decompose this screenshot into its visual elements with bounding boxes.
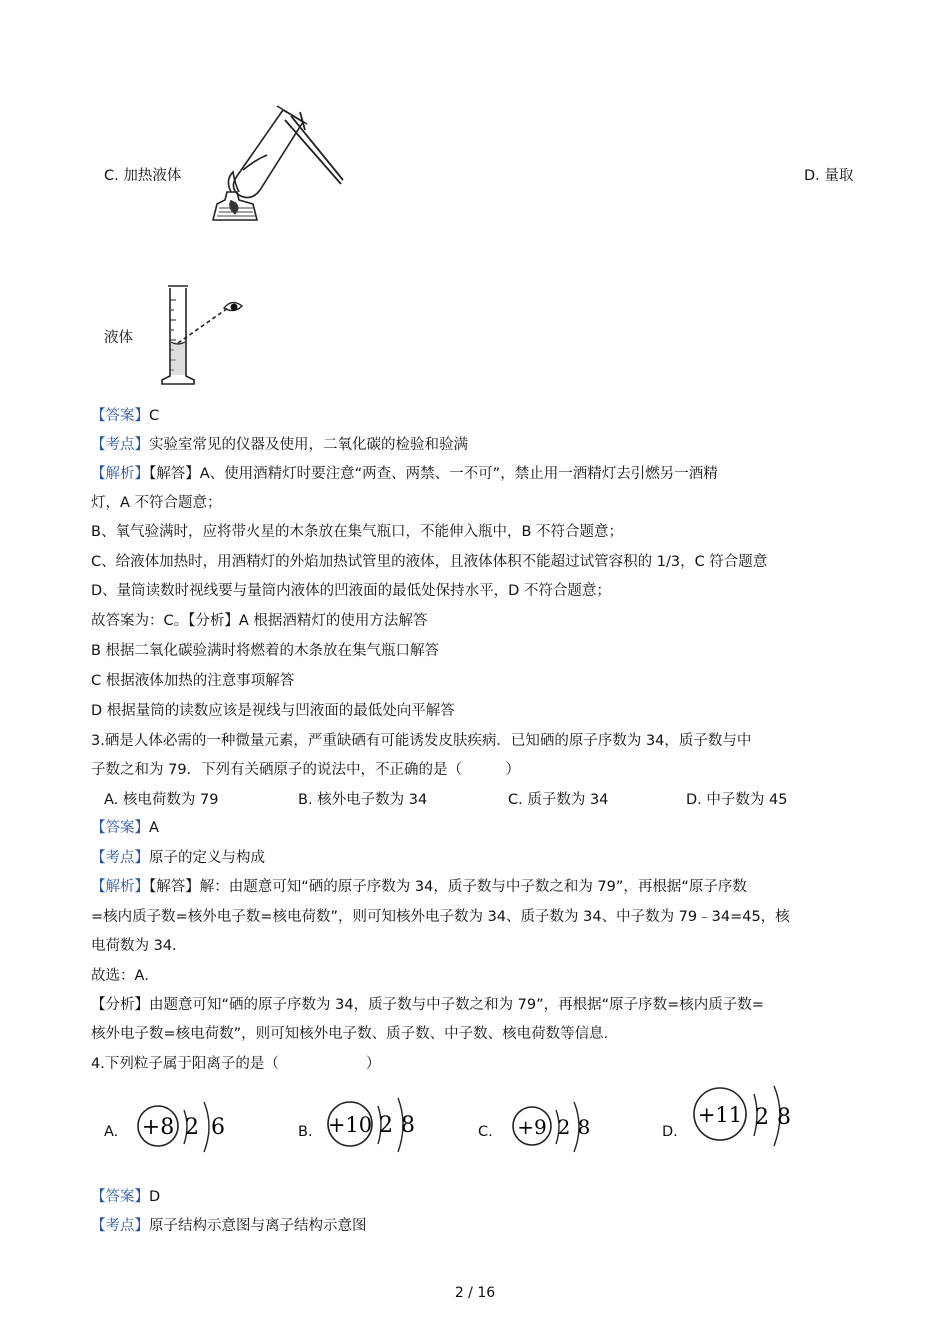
q4-option-b-label: B. xyxy=(298,1124,313,1140)
q3-analysis-line-2: 电荷数为 34． xyxy=(91,938,187,954)
q2-analysis-line-8: D 根据量筒的读数应该是视线与凹液面的最低处向平解答 xyxy=(91,703,455,719)
q4-topic: 【考点】原子结构示意图与离子结构示意图 xyxy=(91,1218,367,1234)
q2-topic: 【考点】实验室常见的仪器及使用，二氧化碳的检验和验满 xyxy=(91,437,468,453)
q3-option-c: C. 质子数为 34 xyxy=(508,792,609,808)
q4-option-d-label: D. xyxy=(662,1124,678,1140)
q3-option-d: D. 中子数为 45 xyxy=(686,792,788,808)
q2-analysis-line-4: D、量筒读数时视线要与量筒内液体的凹液面的最低处保持水平，D 不符合题意； xyxy=(91,583,611,599)
svg-text:8: 8 xyxy=(401,1113,415,1138)
q3-fenxi-line-0: 【分析】由题意可知“硒的原子序数为 34，质子数与中子数之和为 79”，再根据“原子序数=核内质子数= xyxy=(91,997,764,1013)
q3-option-a: A. 核电荷数为 79 xyxy=(104,792,219,808)
q2-analysis-line-7: C 根据液体加热的注意事项解答 xyxy=(91,673,295,689)
q3-fenxi-line-1: 核外电子数=核电荷数”，则可知核外电子数、质子数、中子数、核电荷数等信息． xyxy=(91,1026,619,1042)
q4-stem: 4.下列粒子属于阳离子的是（ ） xyxy=(91,1056,381,1072)
q2-analysis-line-5: 故答案为：C。【分析】A 根据酒精灯的使用方法解答 xyxy=(91,613,428,629)
svg-text:8: 8 xyxy=(577,1115,591,1139)
q3-analysis-line-1: =核内质子数=核外电子数=核电荷数”，则可知核外电子数为 34、质子数为 34、中子数为 79﹣34=45，核 xyxy=(91,909,790,925)
svg-text:2: 2 xyxy=(185,1115,199,1140)
svg-text:8: 8 xyxy=(777,1105,791,1130)
q3-analysis-line-0: 【解析】【解答】解：由题意可知“硒的原子序数为 34，质子数与中子数之和为 79”，再根据“原子序数 xyxy=(91,879,747,895)
q4-answer: 【答案】D xyxy=(91,1189,161,1205)
atom-structure-icon xyxy=(508,1100,598,1156)
option-d-continuation: 液体 xyxy=(104,330,133,346)
svg-text:+10: +10 xyxy=(327,1113,373,1137)
option-d-label: D. 量取 xyxy=(804,168,854,184)
svg-text:2: 2 xyxy=(557,1115,571,1139)
svg-text:+11: +11 xyxy=(697,1103,743,1127)
atom-structure-icon xyxy=(322,1096,422,1156)
page-number: 2 / 16 xyxy=(454,1285,496,1301)
q3-topic: 【考点】原子的定义与构成 xyxy=(91,850,265,866)
q3-answer: 【答案】A xyxy=(91,820,159,836)
svg-text:+9: +9 xyxy=(517,1115,547,1139)
svg-text:+8: +8 xyxy=(141,1115,175,1140)
q2-analysis-line-0: 【解析】【解答】A、使用酒精灯时要注意“两查、两禁、一不可”，禁止用一酒精灯去引燃另一酒精 xyxy=(91,466,718,482)
q2-answer: 【答案】C xyxy=(91,408,160,424)
q2-analysis-line-6: B 根据二氧化碳验满时将燃着的木条放在集气瓶口解答 xyxy=(91,643,440,659)
svg-text:2: 2 xyxy=(379,1113,393,1138)
test-tube-heating-icon xyxy=(205,100,350,230)
q3-analysis-line-3: 故选：A． xyxy=(91,968,159,984)
q4-option-c-label: C. xyxy=(478,1124,493,1140)
atom-structure-icon xyxy=(690,1084,800,1148)
q3-stem-1: 子数之和为 79．下列有关硒原子的说法中，不正确的是（ ） xyxy=(91,762,521,778)
q3-option-b: B. 核外电子数为 34 xyxy=(298,792,428,808)
option-c-label: C. 加热液体 xyxy=(104,168,182,184)
q2-analysis-line-1: 灯，A 不符合题意； xyxy=(91,495,222,511)
q3-stem-0: 3.硒是人体必需的一种微量元素，严重缺硒有可能诱发皮肤疾病．已知硒的原子序数为 34，质子数与中 xyxy=(91,733,752,749)
q4-option-a-label: A. xyxy=(104,1124,119,1140)
svg-text:6: 6 xyxy=(211,1115,225,1140)
q2-analysis-line-3: C、给液体加热时，用酒精灯的外焰加热试管里的液体，且液体体积不能超过试管容积的 1/3，C 符合题意 xyxy=(91,554,768,570)
svg-text:2: 2 xyxy=(755,1105,769,1130)
atom-structure-icon xyxy=(130,1098,230,1158)
eye-icon xyxy=(222,298,244,316)
q2-analysis-line-2: B、氧气验满时，应将带火星的木条放在集气瓶口，不能伸入瓶中，B 不符合题意； xyxy=(91,524,624,540)
